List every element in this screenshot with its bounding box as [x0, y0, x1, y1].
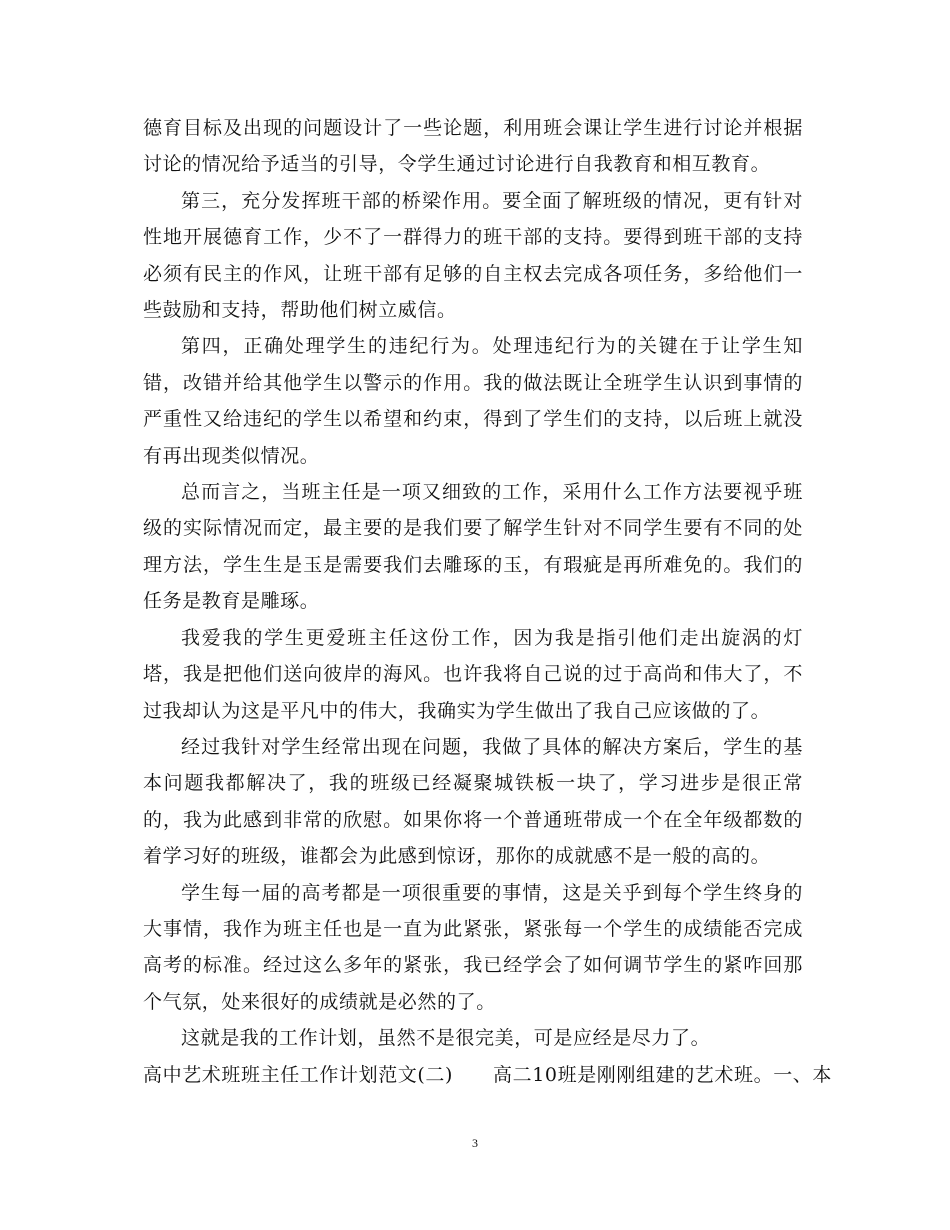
paragraph-love-work: 我爱我的学生更爱班主任这份工作，因为我是指引他们走出旋涡的灯塔，我是把他们送向彼岸的海风。也许我将自己说的过于高尚和伟大了，不过我却认为这是平凡中的伟大，我确实为学生做出了我自己应该做的了。: [143, 626, 803, 722]
paragraph-class-cadres: 第三，充分发挥班干部的桥梁作用。要全面了解班级的情况，更有针对性地开展德育工作，少不了一群得力的班干部的支持。要得到班干部的支持必须有民主的作风，让班干部有足够的自主权去完成各项任务，多给他们一些鼓励和支持，帮助他们树立威信。: [143, 189, 803, 322]
paragraph-solutions: 经过我针对学生经常出现在问题，我做了具体的解决方案后，学生的基本问题我都解决了，我的班级已经凝聚城铁板一块了，学习进步是很正常的，我为此感到非常的欣慰。如果你将一个普通班带成一个在全年级都数的着学习好的班级，谁都会为此感到惊讶，那你的成就感不是一般的高的。: [143, 735, 803, 868]
paragraph-continued: 德育目标及出现的问题设计了一些论题，利用班会课让学生进行讨论并根据讨论的情况给予适当的引导，令学生通过讨论进行自我教育和相互教育。: [143, 117, 803, 176]
document-body: [143, 110, 833, 1093]
next-section-line: [143, 1057, 833, 1093]
paragraph-conclusion: 这就是我的工作计划，虽然不是很完美，可是应经是尽力了。: [181, 1027, 711, 1050]
page-number: 3: [472, 1136, 478, 1150]
paragraph-exam: 学生每一届的高考都是一项很重要的事情，这是关乎到每个学生终身的大事情，我作为班主任也是一直为此紧张，紧张每一个学生的成绩能否完成高考的标准。经过这么多年的紧张，我已经学会了如何调节学生的紧咋回那个气氛，处来很好的成绩就是必然的了。: [143, 881, 803, 1013]
paragraph-discipline: 第四，正确处理学生的违纪行为。处理违纪行为的关键在于让学生知错，改错并给其他学生以警示的作用。我的做法既让全班学生认识到事情的严重性又给违纪的学生以希望和约束，得到了学生们的支持，以后班上就没有再出现类似情况。: [143, 335, 803, 467]
next-section-start: 高二10班是刚刚组建的艺术班。一、本: [493, 1063, 833, 1086]
next-section-title: 高中艺术班班主任工作计划范文(二): [143, 1063, 454, 1086]
paragraph-summary: 总而言之，当班主任是一项又细致的工作，采用什么工作方法要视乎班级的实际情况而定，最主要的是我们要了解学生针对不同学生要有不同的处理方法，学生生是玉是需要我们去雕琢的玉，有瑕疵是再所难免的。我们的任务是教育是雕琢。: [143, 481, 803, 613]
